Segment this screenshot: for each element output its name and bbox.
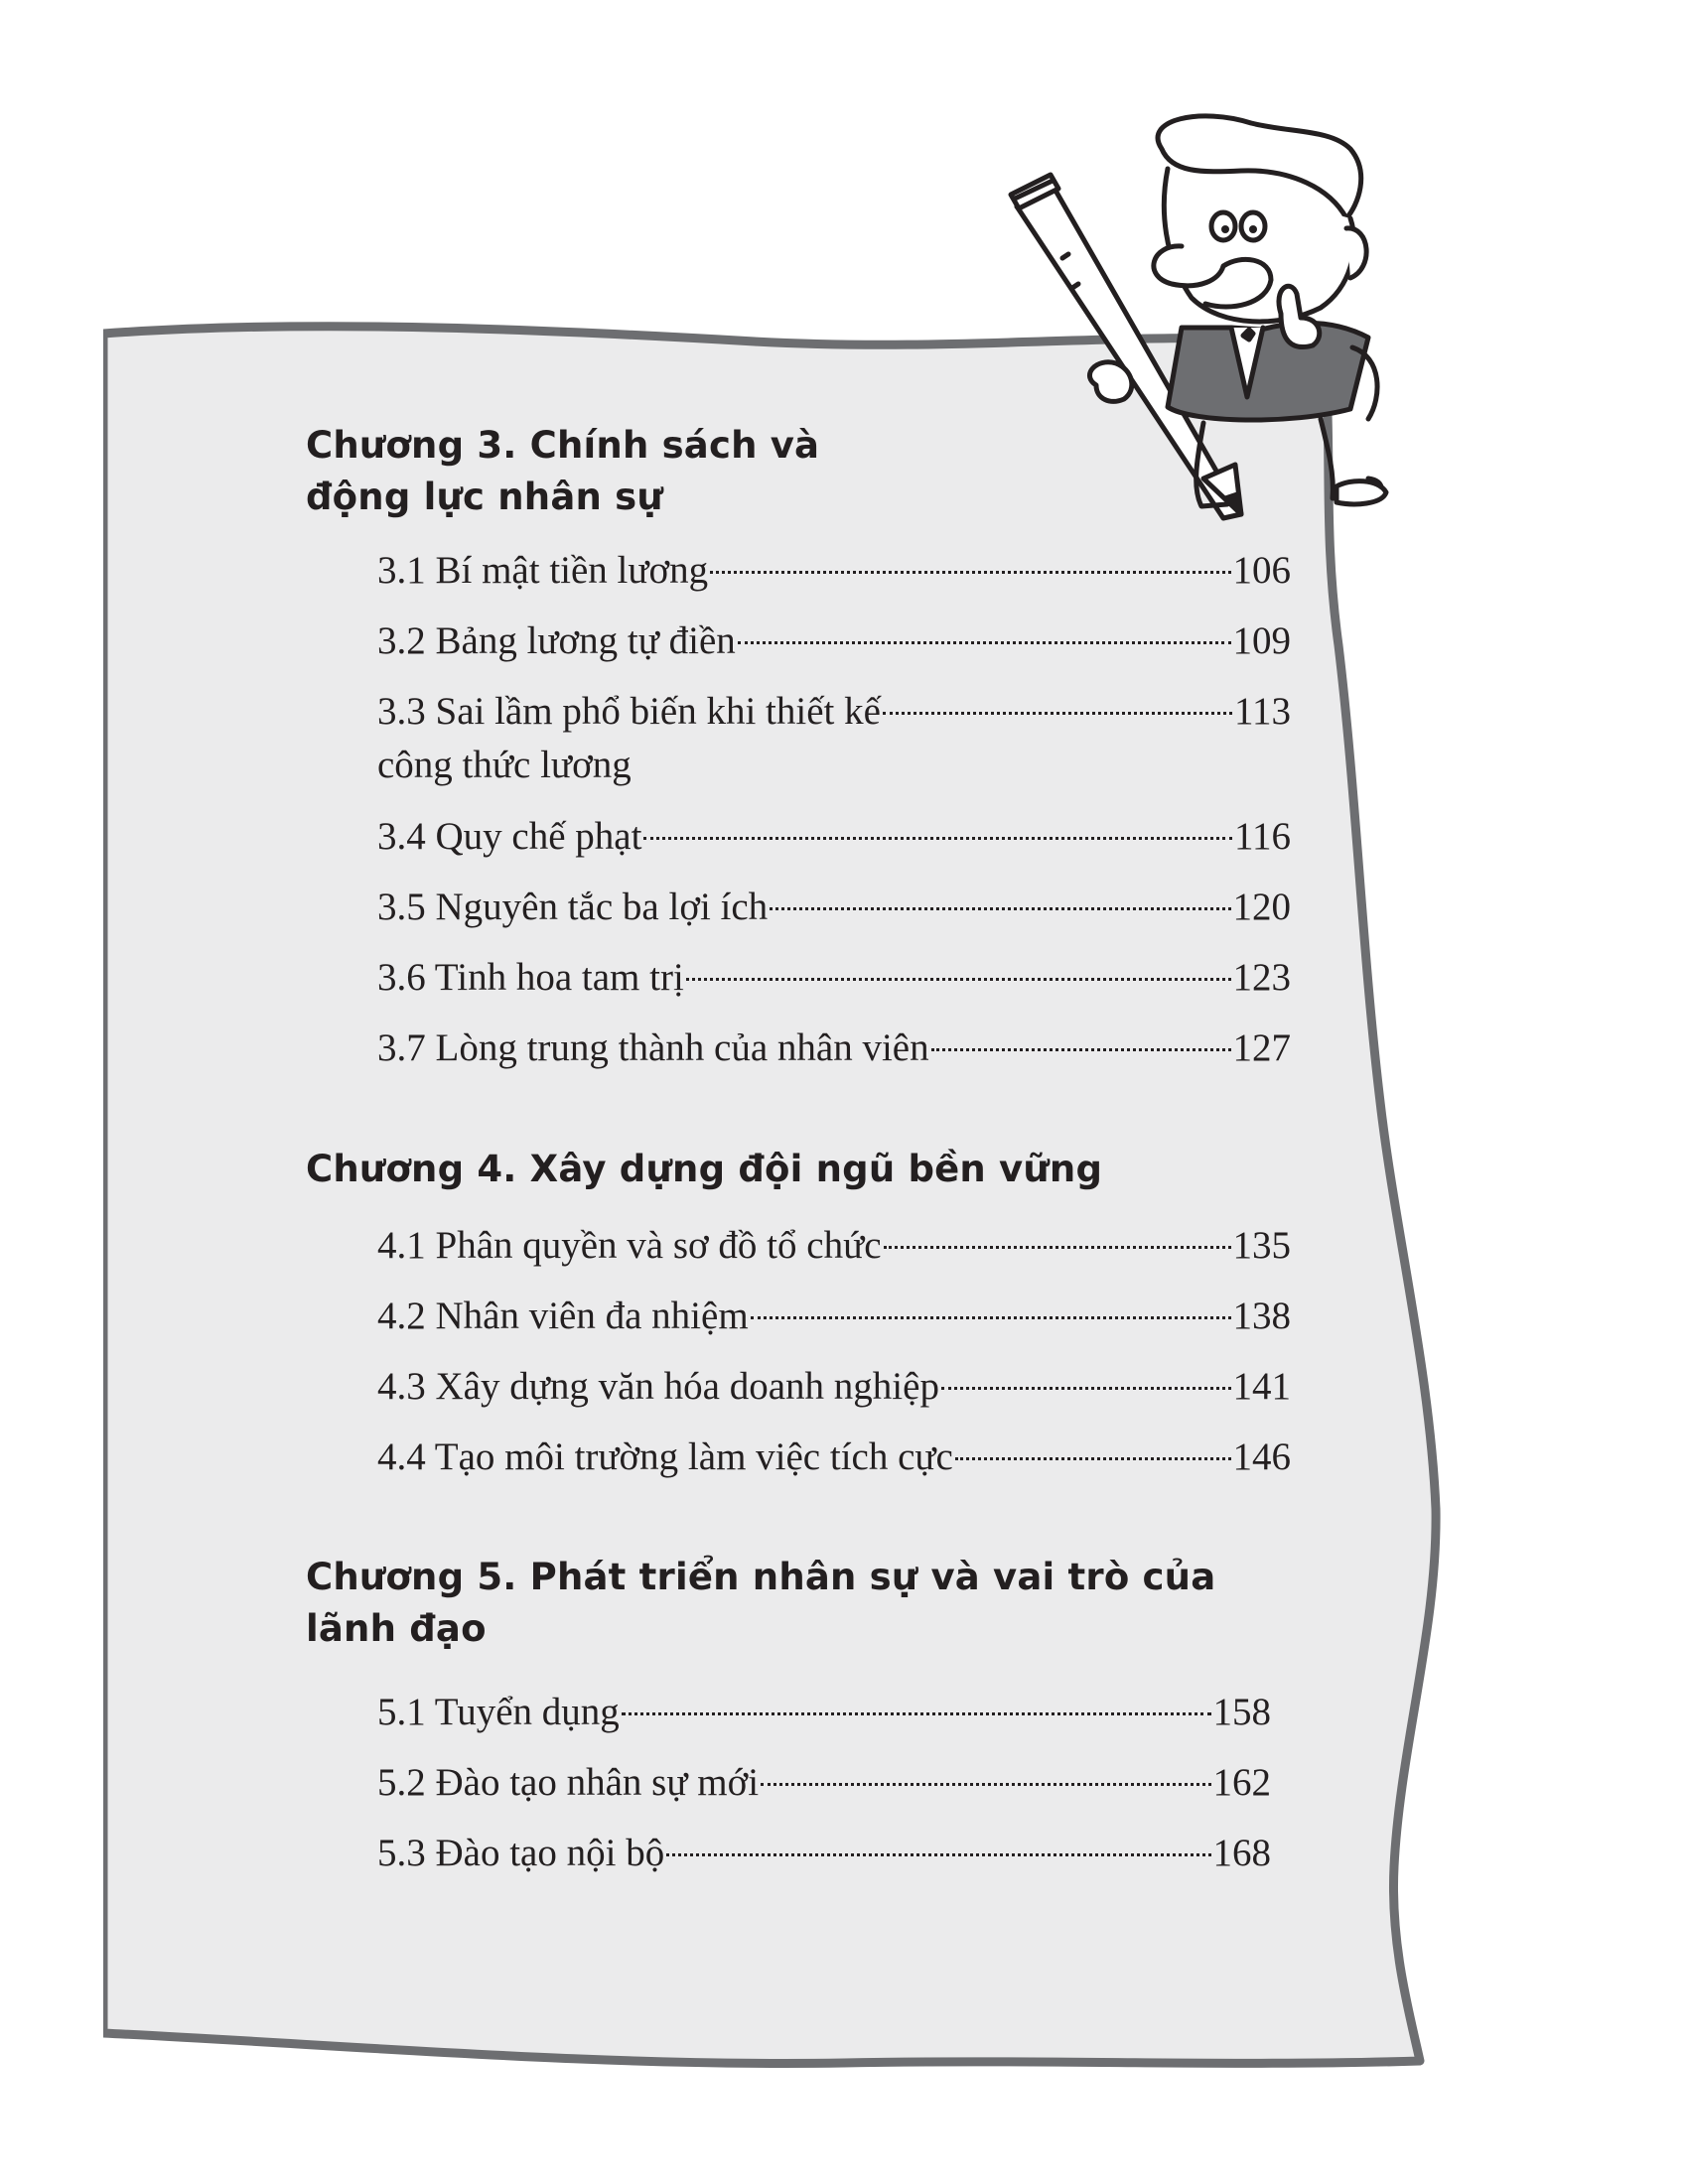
dot-leader <box>686 978 1231 981</box>
toc-entry-5-3[interactable] <box>377 1827 1271 1897</box>
toc-entry-page: 116 <box>1233 815 1291 858</box>
toc-entry-label: 3.2 Bảng lương tự điền <box>377 619 736 662</box>
toc-entry-5-2[interactable] <box>377 1756 1271 1827</box>
chapter-3-title-line2: động lực nhân sự <box>306 476 663 518</box>
toc-entry-label: 3.1 Bí mật tiền lương <box>377 549 709 592</box>
toc-entry-label: 5.1 Tuyển dụng <box>377 1691 620 1733</box>
toc-entry-label: 4.2 Nhân viên đa nhiệm <box>377 1295 749 1337</box>
chapter-3-entries <box>377 544 1291 1092</box>
dot-leader <box>941 1387 1231 1390</box>
toc-entry-page: 138 <box>1232 1295 1291 1337</box>
toc-entry-page: 109 <box>1232 619 1291 662</box>
chapter-4-entries <box>377 1219 1291 1501</box>
dot-leader <box>955 1457 1231 1460</box>
toc-entry-page: 113 <box>1233 690 1291 733</box>
dot-leader <box>931 1048 1231 1051</box>
dot-leader <box>666 1853 1210 1856</box>
toc-entry-4-2[interactable] <box>377 1290 1291 1360</box>
chapter-4-title-line1: Chương 4. Xây dựng đội ngũ bền vững <box>306 1148 1103 1190</box>
toc-entry-5-1[interactable] <box>377 1686 1271 1756</box>
toc-entry-3-4[interactable] <box>377 810 1291 881</box>
toc-entry-label: 3.7 Lòng trung thành của nhân viên <box>377 1026 929 1069</box>
dot-leader <box>643 837 1232 840</box>
toc-entry-label: 3.5 Nguyên tắc ba lợi ích <box>377 886 769 928</box>
chapter-5-title-line1: Chương 5. Phát triển nhân sự và vai trò của <box>306 1556 1216 1598</box>
dot-leader <box>751 1316 1231 1319</box>
toc-entry-page: 146 <box>1232 1435 1291 1478</box>
toc-entry-page: 106 <box>1232 549 1291 592</box>
toc-entry-label: 4.3 Xây dựng văn hóa doanh nghiệp <box>377 1365 939 1408</box>
toc-entry-3-7[interactable] <box>377 1022 1291 1092</box>
toc-entry-4-4[interactable] <box>377 1431 1291 1501</box>
chapter-3-title <box>306 420 921 523</box>
toc-entry-page: 123 <box>1232 956 1291 999</box>
toc-entry-page: 135 <box>1232 1224 1291 1267</box>
chapter-3-title-line1: Chương 3. Chính sách và <box>306 424 820 467</box>
dot-leader <box>738 641 1231 644</box>
toc-entry-label: 3.4 Quy chế phạt <box>377 815 642 858</box>
toc-entry-page: 127 <box>1232 1026 1291 1069</box>
toc-entry-3-6[interactable] <box>377 951 1291 1022</box>
toc-entry-label: 4.1 Phân quyền và sơ đồ tổ chức <box>377 1224 882 1267</box>
toc-entry-label-line2: công thức lương <box>377 744 632 786</box>
toc-entry-page: 158 <box>1212 1691 1271 1733</box>
toc-entry-3-3[interactable] <box>377 685 1291 810</box>
chapter-4-title <box>306 1144 1299 1195</box>
toc-entry-4-1[interactable] <box>377 1219 1291 1290</box>
dot-leader <box>622 1712 1211 1715</box>
dot-leader <box>884 1246 1231 1249</box>
dot-leader <box>710 571 1230 574</box>
toc-entry-3-1[interactable] <box>377 544 1291 614</box>
toc-entry-page: 168 <box>1212 1832 1271 1874</box>
chapter-5-title-line2: lãnh đạo <box>306 1607 487 1650</box>
chapter-5-entries <box>377 1686 1271 1897</box>
toc-entry-label: 4.4 Tạo môi trường làm việc tích cực <box>377 1435 953 1478</box>
toc-entry-3-2[interactable] <box>377 614 1291 685</box>
toc-entry-label-line1: 3.3 Sai lầm phổ biến khi thiết kế <box>377 690 881 733</box>
toc-entry-page: 141 <box>1232 1365 1291 1408</box>
toc-entry-page: 120 <box>1232 886 1291 928</box>
dot-leader <box>883 712 1232 715</box>
toc-entry-label: 3.6 Tinh hoa tam trị <box>377 956 684 999</box>
dot-leader <box>761 1783 1210 1786</box>
toc-entry-4-3[interactable] <box>377 1360 1291 1431</box>
dot-leader <box>770 907 1230 910</box>
toc-entry-page: 162 <box>1212 1761 1271 1804</box>
toc-entry-label: 5.3 Đào tạo nội bộ <box>377 1832 665 1874</box>
chapter-5-title <box>306 1552 1299 1655</box>
toc-entry-label <box>377 685 881 792</box>
toc-entry-label: 5.2 Đào tạo nhân sự mới <box>377 1761 760 1804</box>
toc-entry-3-5[interactable] <box>377 881 1291 951</box>
